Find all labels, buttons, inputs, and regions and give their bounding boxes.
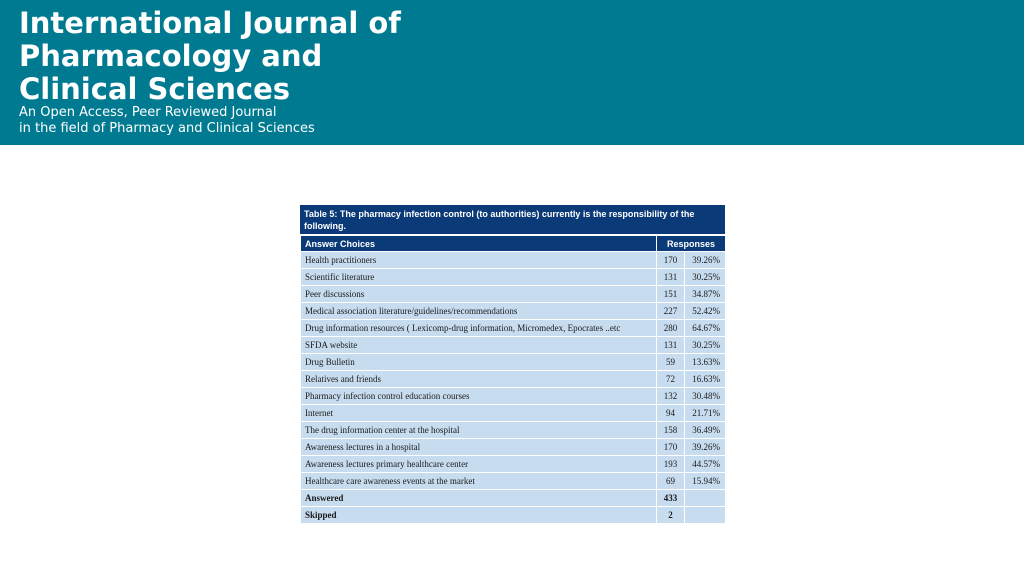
- response-count-cell: 280: [657, 320, 685, 337]
- skipped-label-cell: Skipped: [301, 507, 657, 524]
- response-percent-cell: 34.87%: [685, 286, 726, 303]
- table-row: [301, 303, 726, 320]
- skipped-empty-cell: [685, 507, 726, 524]
- response-count-cell: 193: [657, 456, 685, 473]
- journal-title-line: International Journal of: [19, 6, 401, 40]
- answer-choice-cell: Pharmacy infection control education courses: [301, 388, 657, 405]
- column-header-responses: Responses: [657, 236, 726, 252]
- skipped-count-cell: 2: [657, 507, 685, 524]
- response-count-cell: 170: [657, 439, 685, 456]
- response-percent-cell: 30.48%: [685, 388, 726, 405]
- table-row: [301, 405, 726, 422]
- answer-choice-cell: Drug information resources ( Lexicomp-drug information, Micromedex, Epocrates ..etc: [301, 320, 657, 337]
- survey-table: [300, 205, 725, 524]
- answer-choice-cell: Awareness lectures in a hospital: [301, 439, 657, 456]
- table-row: [301, 286, 726, 303]
- responses-table: [300, 235, 726, 524]
- answer-choice-cell: Relatives and friends: [301, 371, 657, 388]
- journal-subtitle: [19, 105, 379, 137]
- column-header-answer-choices: Answer Choices: [301, 236, 657, 252]
- answer-choice-cell: Drug Bulletin: [301, 354, 657, 371]
- response-percent-cell: 30.25%: [685, 269, 726, 286]
- response-percent-cell: 36.49%: [685, 422, 726, 439]
- table-row: [301, 371, 726, 388]
- table-row: [301, 354, 726, 371]
- answer-choice-cell: Health practitioners: [301, 252, 657, 269]
- answer-choice-cell: Medical association literature/guidelines/recommendations: [301, 303, 657, 320]
- skipped-row: [301, 507, 726, 524]
- answer-choice-cell: Awareness lectures primary healthcare center: [301, 456, 657, 473]
- response-count-cell: 158: [657, 422, 685, 439]
- answer-choice-cell: SFDA website: [301, 337, 657, 354]
- response-count-cell: 132: [657, 388, 685, 405]
- table-row: [301, 337, 726, 354]
- journal-subtitle-line: in the field of Pharmacy and Clinical Sciences: [19, 121, 315, 136]
- response-count-cell: 59: [657, 354, 685, 371]
- table-row: [301, 320, 726, 337]
- table-row: [301, 439, 726, 456]
- table-row: [301, 252, 726, 269]
- response-percent-cell: 21.71%: [685, 405, 726, 422]
- response-percent-cell: 39.26%: [685, 252, 726, 269]
- response-count-cell: 69: [657, 473, 685, 490]
- table-header-row: [301, 236, 726, 252]
- response-percent-cell: 15.94%: [685, 473, 726, 490]
- table-row: [301, 269, 726, 286]
- table-row: [301, 456, 726, 473]
- answered-empty-cell: [685, 490, 726, 507]
- response-count-cell: 72: [657, 371, 685, 388]
- journal-title: [19, 7, 499, 106]
- response-count-cell: 131: [657, 269, 685, 286]
- response-count-cell: 94: [657, 405, 685, 422]
- table-row: [301, 473, 726, 490]
- journal-subtitle-line: An Open Access, Peer Reviewed Journal: [19, 105, 277, 120]
- journal-banner: [0, 0, 1024, 145]
- answer-choice-cell: The drug information center at the hospital: [301, 422, 657, 439]
- table-body: [301, 252, 726, 524]
- response-count-cell: 170: [657, 252, 685, 269]
- answer-choice-cell: Healthcare care awareness events at the market: [301, 473, 657, 490]
- journal-title-line: Clinical Sciences: [19, 72, 290, 106]
- answered-row: [301, 490, 726, 507]
- answer-choice-cell: Peer discussions: [301, 286, 657, 303]
- response-count-cell: 151: [657, 286, 685, 303]
- response-percent-cell: 64.67%: [685, 320, 726, 337]
- table-row: [301, 422, 726, 439]
- journal-title-line: Pharmacology and: [19, 39, 323, 73]
- table-caption: Table 5: The pharmacy infection control (to authorities) currently is the responsibility of the following.: [300, 205, 725, 235]
- response-percent-cell: 16.63%: [685, 371, 726, 388]
- answer-choice-cell: Scientific literature: [301, 269, 657, 286]
- response-percent-cell: 39.26%: [685, 439, 726, 456]
- answered-count-cell: 433: [657, 490, 685, 507]
- table-row: [301, 388, 726, 405]
- response-count-cell: 131: [657, 337, 685, 354]
- response-percent-cell: 13.63%: [685, 354, 726, 371]
- answer-choice-cell: Internet: [301, 405, 657, 422]
- answered-label-cell: Answered: [301, 490, 657, 507]
- response-percent-cell: 52.42%: [685, 303, 726, 320]
- response-percent-cell: 30.25%: [685, 337, 726, 354]
- response-count-cell: 227: [657, 303, 685, 320]
- response-percent-cell: 44.57%: [685, 456, 726, 473]
